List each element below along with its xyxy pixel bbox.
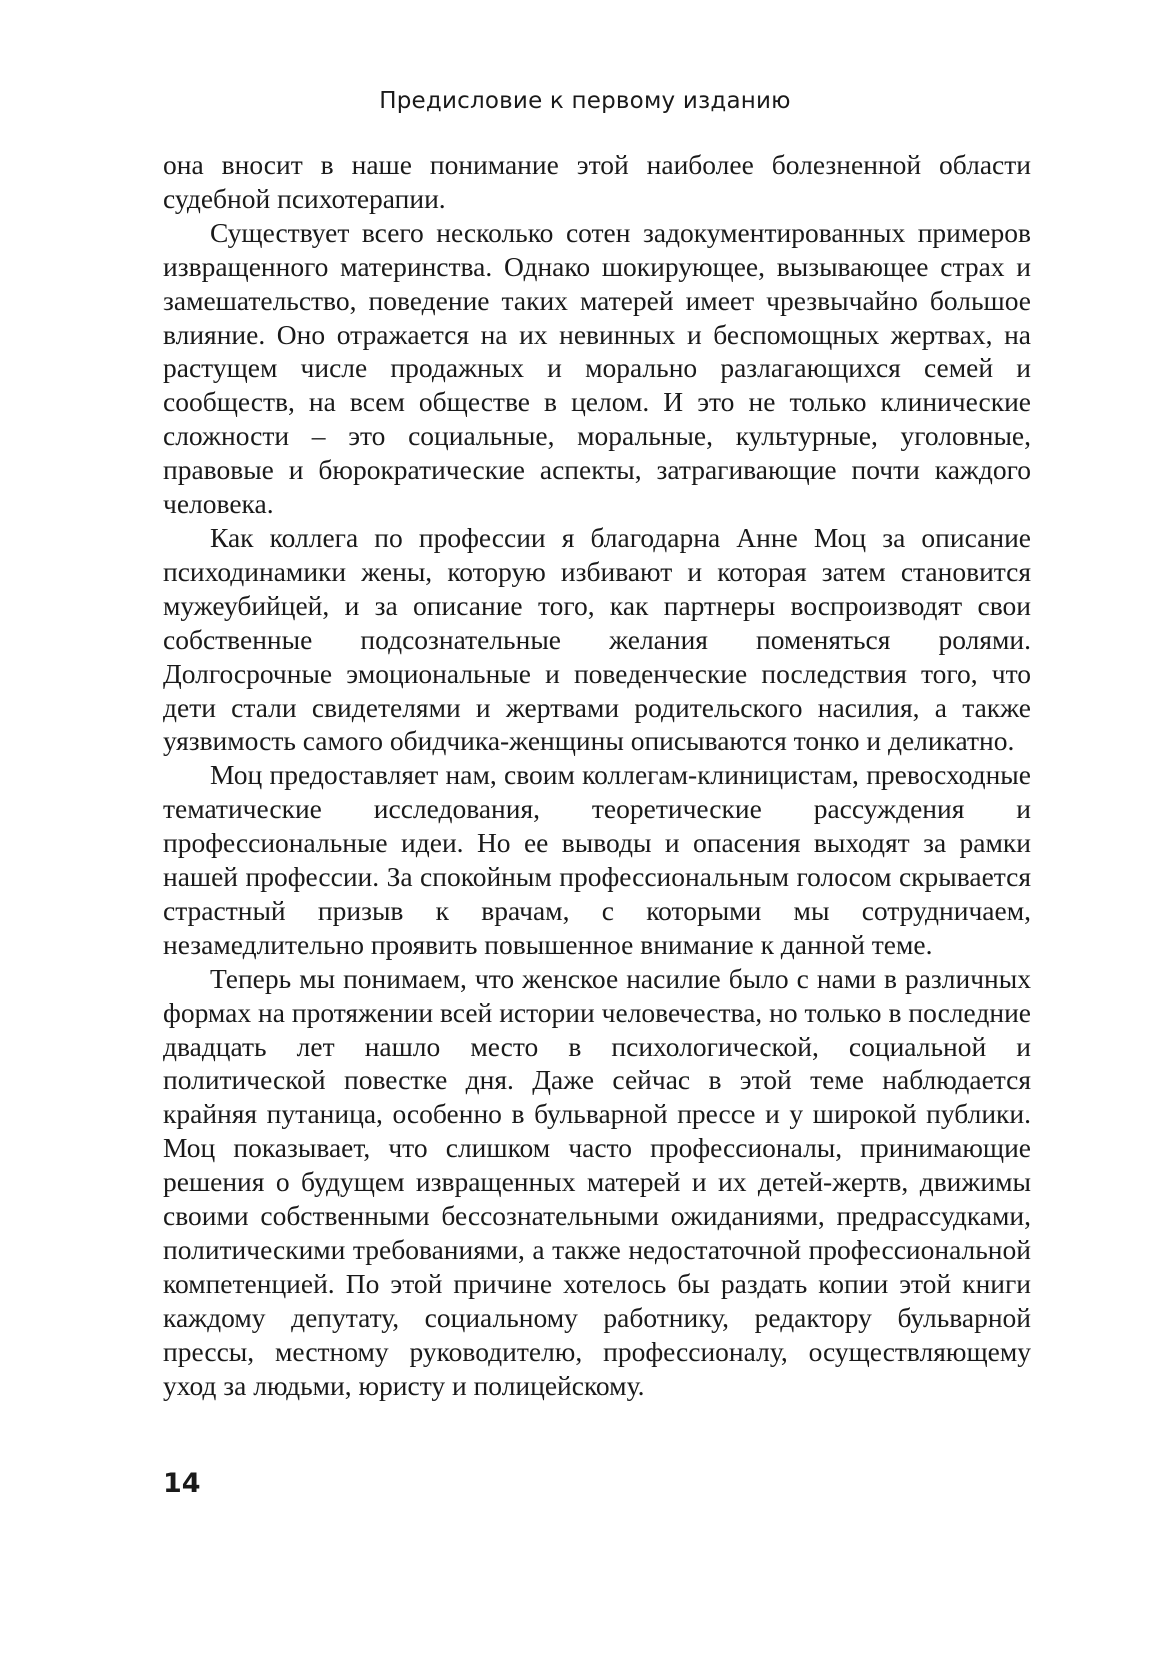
paragraph: Существует всего несколько сотен задокументированных примеров извращенного материнства. Однако шокирующее, вызывающее страх и замешательство, поведение таких матерей имеет чрезвычайно большое влияние. Оно отражается на их невинных и беспомощных жертвах, на растущем числе продажных и морально разлагающихся семей и сообществ, на всем обществе в целом. И это не только клинические сложности – это социальные, моральные, культурные, уголовные, правовые и бюрократические аспекты, затрагивающие почти каждого человека. xyxy=(163,216,1031,520)
running-header: Предисловие к первому изданию xyxy=(379,88,791,114)
body-text xyxy=(163,148,1031,1403)
paragraph: Как коллега по профессии я благодарна Анне Моц за описание психодинамики жены, которую избивают и которая затем становится мужеубийцей, и за описание того, как партнеры воспроизводят свои собственные подсознательные желания поменяться ролями. Долгосрочные эмоциональные и поведенческие последствия того, что дети стали свидетелями и жертвами родительского насилия, а также уязвимость самого обидчика-женщины описываются тонко и деликатно. xyxy=(163,521,1031,757)
page-number: 14 xyxy=(163,1468,201,1499)
paragraph: Моц предоставляет нам, своим коллегам-клиницистам, превосходные тематические исследования, теоретические рассуждения и профессиональные идеи. Но ее выводы и опасения выходят за рамки нашей профессии. За спокойным профессиональным голосом скрывается страстный призыв к врачам, с которыми мы сотрудничаем, незамедлительно проявить повышенное внимание к данной теме. xyxy=(163,759,1031,960)
paragraph: Теперь мы понимаем, что женское насилие было с нами в различных формах на протяжении всей истории человечества, но только в последние двадцать лет нашло место в психологической, социальной и политической повестке дня. Даже сейчас в этой теме наблюдается крайняя путаница, особенно в бульварной прессе и у широкой публики. Моц показывает, что слишком часто профессионалы, принимающие решения о будущем извращенных матерей и их детей-жертв, движимы своими собственными бессознательными ожиданиями, предрассудками, политическими требованиями, а также недостаточной профессиональной компетенцией. По этой причине хотелось бы раздать копии этой книги каждому депутату, социальному работнику, редактору бульварной прессы, местному руководителю, профессионалу, осуществляющему уход за людьми, юристу и полицейскому. xyxy=(163,962,1031,1401)
paragraph-continued: она вносит в наше понимание этой наиболее болезненной области судебной психотерапии. xyxy=(163,149,1031,214)
